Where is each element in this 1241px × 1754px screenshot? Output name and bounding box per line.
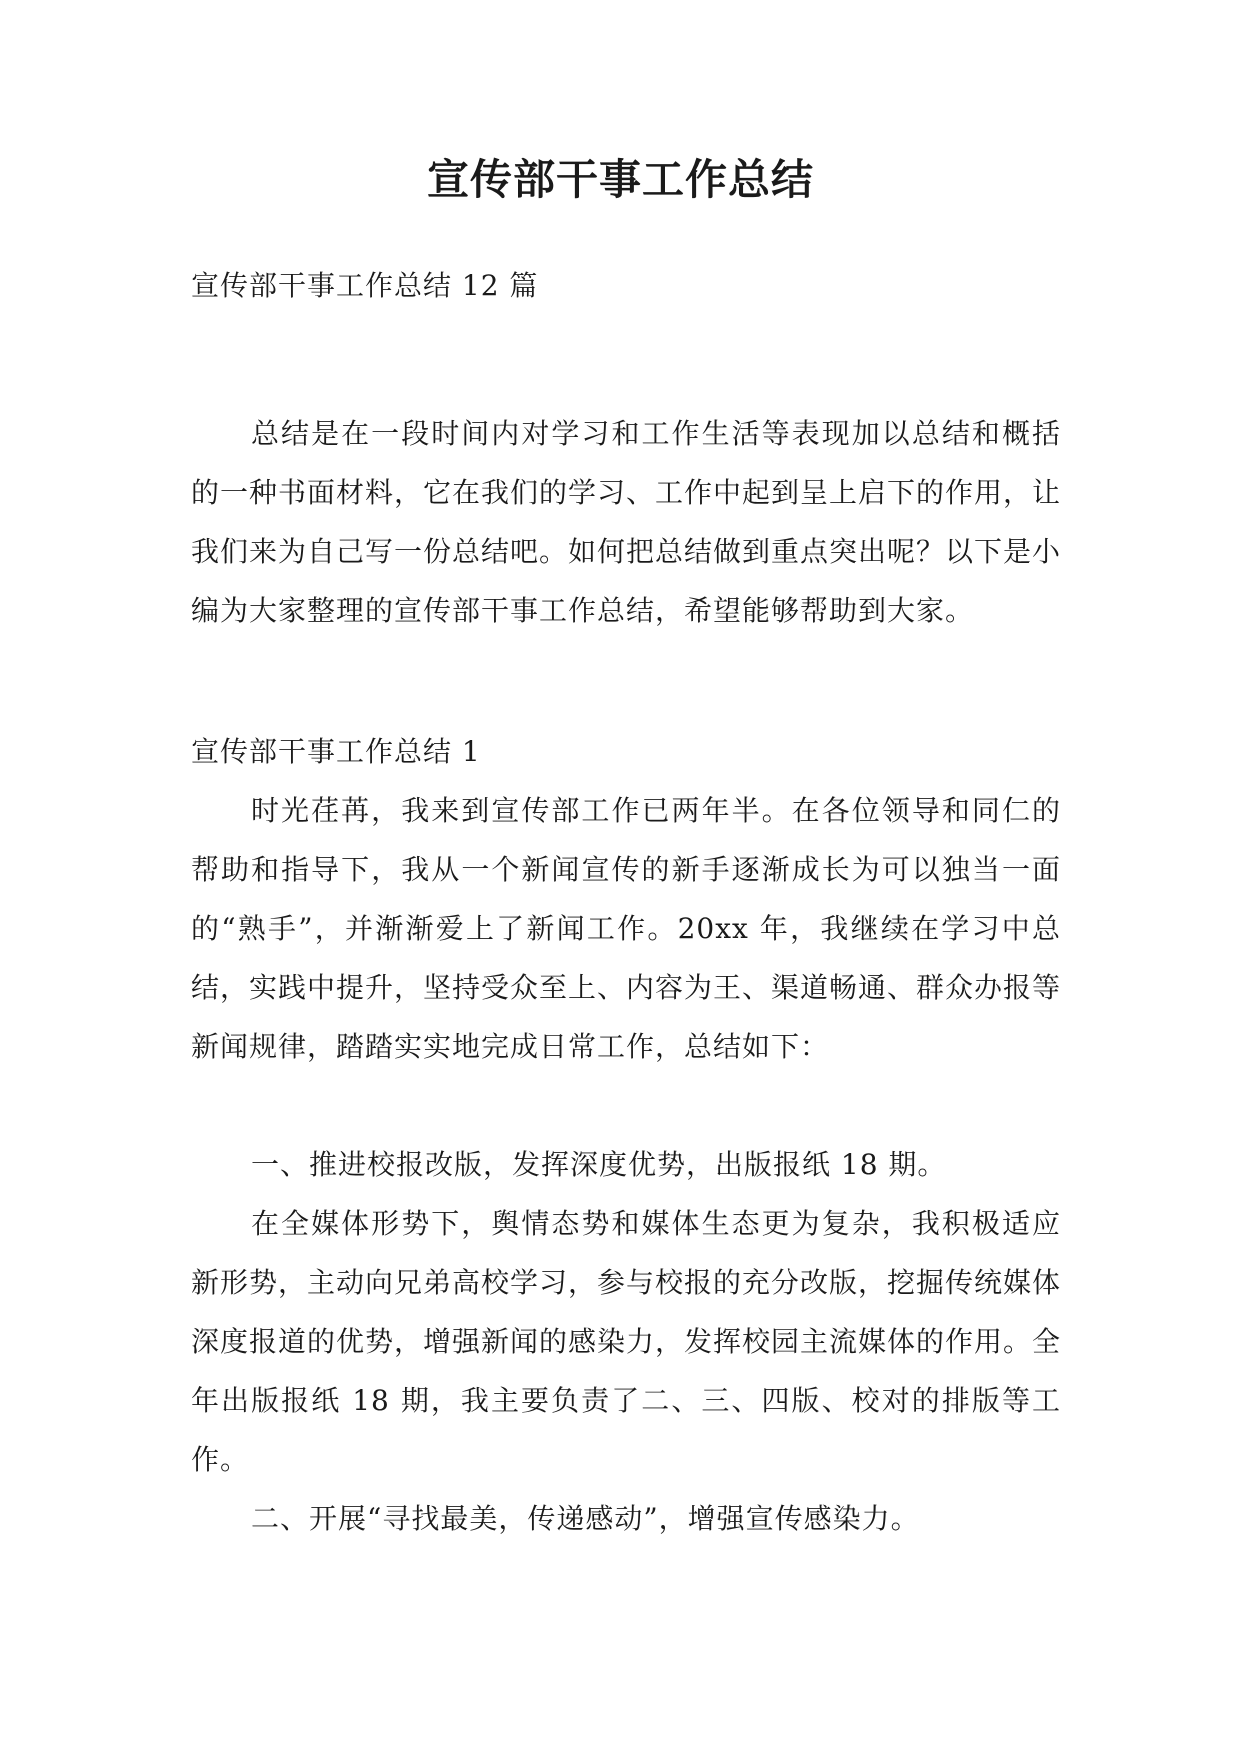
section-item-heading: 二、开展“寻找最美，传递感动”，增强宣传感染力。 <box>251 1502 920 1535</box>
section-paragraph: 在全媒体形势下，舆情态势和媒体生态更为复杂，我积极适应新形势，主动向兄弟高校学习，参与校报的充分改版，挖掘传统媒体深度报道的优势，增强新闻的感染力，发挥校园主流媒体的作用。全年出版报纸 18 期，我主要负责了二、三、四版、校对的排版等工作。 <box>191 1207 1062 1476</box>
section-heading: 宣传部干事工作总结 1 <box>191 735 481 768</box>
document-title: 宣传部干事工作总结 <box>426 155 814 204</box>
intro-paragraph: 总结是在一段时间内对学习和工作生活等表现加以总结和概括的一种书面材料，它在我们的学习、工作中起到呈上启下的作用，让我们来为自己写一份总结吧。如何把总结做到重点突出呢？以下是小编为大家整理的宣传部干事工作总结，希望能够帮助到大家。 <box>191 417 1062 627</box>
document-subtitle: 宣传部干事工作总结 12 篇 <box>191 269 539 302</box>
section-paragraph: 时光荏苒，我来到宣传部工作已两年半。在各位领导和同仁的帮助和指导下，我从一个新闻宣传的新手逐渐成长为可以独当一面的“熟手”，并渐渐爱上了新闻工作。20xx 年，我继续在学习中总结，实践中提升，坚持受众至上、内容为王、渠道畅通、群众办报等新闻规律，踏踏实实地完成日常工作，总结如下： <box>191 794 1062 1063</box>
section-item-heading: 一、推进校报改版，发挥深度优势，出版报纸 18 期。 <box>251 1148 947 1181</box>
